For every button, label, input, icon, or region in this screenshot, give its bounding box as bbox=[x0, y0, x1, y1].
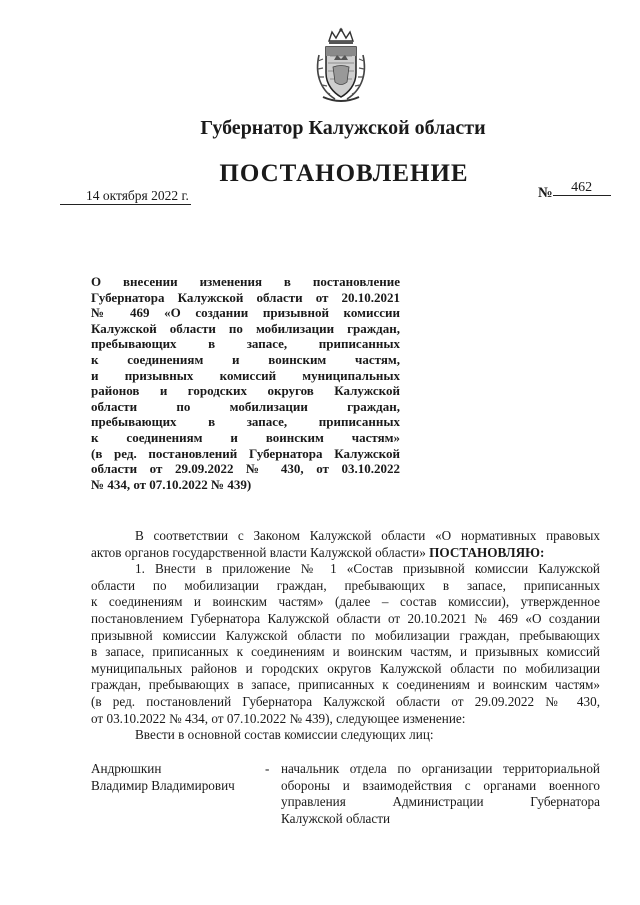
body-line: (в ред. постановлений Губернатора Калужской области от 29.09.2022 № 430, bbox=[91, 693, 600, 709]
document-type-title: ПОСТАНОВЛЕНИЕ bbox=[219, 160, 469, 187]
member-dash: - bbox=[265, 761, 270, 776]
document-number-label: № bbox=[538, 185, 553, 201]
heading-line: О внесении изменения в постановление bbox=[91, 274, 400, 289]
heading-line: Губернатора Калужской области от 20.10.2021 bbox=[91, 289, 400, 305]
heading-line: пребывающих в запасе, приписанных bbox=[91, 414, 400, 430]
body-line: от 03.10.2022 № 434, от 07.10.2022 № 439), следующее изменение: bbox=[91, 710, 466, 726]
document-number-value: 462 bbox=[553, 180, 611, 196]
member-surname: Андрюшкин bbox=[91, 761, 162, 776]
body-line: к соединениям и воинским частям» (далее – состав комиссии), утвержденное bbox=[91, 594, 600, 610]
heading-line: и призывных комиссий муниципальных bbox=[91, 367, 400, 383]
heading-line: № 469 «О создании призывной комиссии bbox=[91, 305, 400, 321]
heading-line: области по мобилизации граждан, bbox=[91, 398, 400, 414]
position-line: обороны и взаимодействия с органами военного bbox=[281, 777, 600, 793]
heading-line: к соединениям и воинским частям» bbox=[91, 429, 400, 445]
member-position bbox=[281, 761, 600, 827]
body-line bbox=[91, 545, 600, 562]
heading-line: области от 29.09.2022 № 430, от 03.10.2022 bbox=[91, 461, 400, 477]
body-line: граждан, пребывающих в запасе, приписанных к соединениям и воинским частям» bbox=[91, 677, 600, 693]
heading-line: пребывающих в запасе, приписанных bbox=[91, 336, 400, 352]
heading-line: № 434, от 07.10.2022 № 439) bbox=[91, 476, 252, 492]
heading-line: Калужской области по мобилизации граждан, bbox=[91, 320, 400, 336]
body-line: в запасе, приписанных к соединениям и воинским частям, и призывных комиссий bbox=[91, 644, 600, 660]
heading-line: к соединениям и воинским частям, bbox=[91, 351, 400, 367]
position-line: начальник отдела по организации территориальной bbox=[281, 761, 600, 776]
body-line: постановлением Губернатора Калужской области от 20.10.2021 № 469 «О создании bbox=[91, 610, 600, 626]
body-line: Ввести в основной состав комиссии следующих лиц: bbox=[135, 727, 434, 743]
issuing-authority: Губернатор Калужской области bbox=[200, 117, 486, 139]
coat-of-arms-icon bbox=[313, 27, 369, 103]
document-number bbox=[538, 180, 611, 202]
member-name bbox=[91, 761, 271, 794]
body-line: призывной комиссии Калужской области по мобилизации граждан, пребывающих bbox=[91, 627, 600, 643]
document-date bbox=[60, 188, 191, 205]
resolution-keyword: ПОСТАНОВЛЯЮ: bbox=[429, 544, 545, 560]
position-line: управления Администрации Губернатора bbox=[281, 794, 600, 810]
document-date-value: 14 октября 2022 г. bbox=[60, 188, 191, 205]
member-given-names: Владимир Владимирович bbox=[91, 777, 235, 793]
body-line: В соответствии с Законом Калужской области «О нормативных правовых bbox=[135, 528, 600, 543]
body-line: области по мобилизации граждан, пребывающих в запасе, приписанных bbox=[91, 577, 600, 593]
heading-line: районов и городских округов Калужской bbox=[91, 383, 400, 399]
body-line: 1. Внести в приложение № 1 «Состав призывной комиссии Калужской bbox=[135, 561, 600, 577]
body-line: муниципальных районов и городских округов Калужской области по мобилизации bbox=[91, 660, 600, 676]
document-heading bbox=[91, 274, 400, 492]
position-line: Калужской области bbox=[281, 810, 391, 826]
document-body bbox=[91, 528, 600, 744]
heading-line: (в ред. постановлений Губернатора Калужской bbox=[91, 445, 400, 461]
body-intro-text: актов органов государственной власти Калужской области» bbox=[91, 544, 426, 560]
